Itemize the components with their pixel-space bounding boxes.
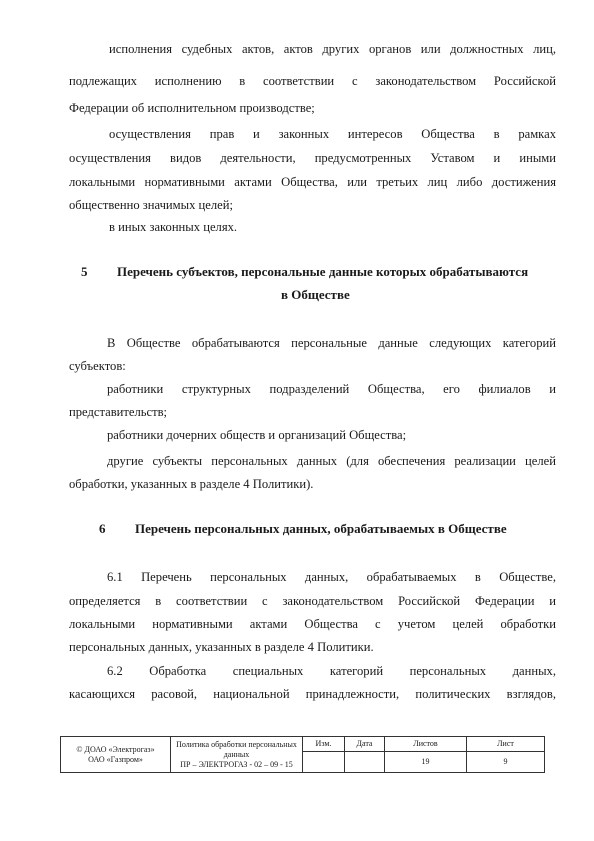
section-5-line: В Обществе обрабатываются персональные данные следующих категорий <box>107 336 556 350</box>
section-6-line: определяется в соответствии с законодательством Российской Федерации и <box>69 594 556 608</box>
section-6-title: Перечень персональных данных, обрабатываемых в Обществе <box>135 521 507 536</box>
section-6-line: персональных данных, указанных в разделе 4 Политики. <box>69 640 374 654</box>
section-5-number: 5 <box>81 264 88 279</box>
footer-org-line: © ДОАО «Электрогаз» <box>76 744 155 754</box>
body-line: в иных законных целях. <box>109 220 238 234</box>
body-line: Федерации об исполнительном производстве; <box>69 101 315 115</box>
section-6-number: 6 <box>99 521 106 536</box>
footer-org-line: ОАО «Газпром» <box>88 754 143 764</box>
footer-val-listov: 19 <box>385 752 467 773</box>
section-5-line: работники дочерних обществ и организаций Общества; <box>107 428 407 442</box>
body-line: исполнения судебных актов, актов других органов или должностных лиц, <box>109 42 556 56</box>
body-line: локальными нормативными актами Общества, или третьих лиц либо достижения <box>69 175 556 189</box>
section-6-line: локальными нормативными актами Общества с учетом целей обработки <box>69 617 556 631</box>
body-line: осуществления видов деятельности, предусмотренных Уставом и иными <box>69 151 556 165</box>
section-6-line: 6.1 Перечень персональных данных, обрабатываемых в Обществе, <box>107 570 556 584</box>
footer-doc-line: Политика обработки персональных данных <box>176 739 297 759</box>
footer-col-list: Лист <box>467 737 545 752</box>
section-5-title: Перечень субъектов, персональные данные которых обрабатываются <box>117 264 529 279</box>
section-5-line: другие субъекты персональных данных (для обеспечения реализации целей <box>107 454 556 468</box>
section-5-line: субъектов: <box>69 359 126 373</box>
section-6-line: касающихся расовой, национальной принадлежности, политических взглядов, <box>69 687 556 701</box>
footer-document-title <box>171 737 303 773</box>
section-5-line: обработки, указанных в разделе 4 Политики). <box>69 477 314 491</box>
footer-val-izm <box>303 752 345 773</box>
footer-col-data: Дата <box>345 737 385 752</box>
section-5-line: представительств; <box>69 405 168 419</box>
footer-col-listov: Листов <box>385 737 467 752</box>
footer-val-list: 9 <box>467 752 545 773</box>
section-5-title-cont: в Обществе <box>281 287 350 302</box>
body-line: общественно значимых целей; <box>69 198 233 212</box>
footer-val-data <box>345 752 385 773</box>
section-6-line: 6.2 Обработка специальных категорий персональных данных, <box>107 664 556 678</box>
section-5-line: работники структурных подразделений Общества, его филиалов и <box>107 382 556 396</box>
document-footer-stamp <box>60 736 545 773</box>
footer-organization <box>61 737 171 773</box>
footer-doc-line: ПР – ЭЛЕКТРОГАЗ - 02 – 09 - 15 <box>180 759 293 769</box>
body-line: осуществления прав и законных интересов Общества в рамках <box>109 127 556 141</box>
body-line: подлежащих исполнению в соответствии с законодательством Российской <box>69 74 556 88</box>
footer-col-izm: Изм. <box>303 737 345 752</box>
